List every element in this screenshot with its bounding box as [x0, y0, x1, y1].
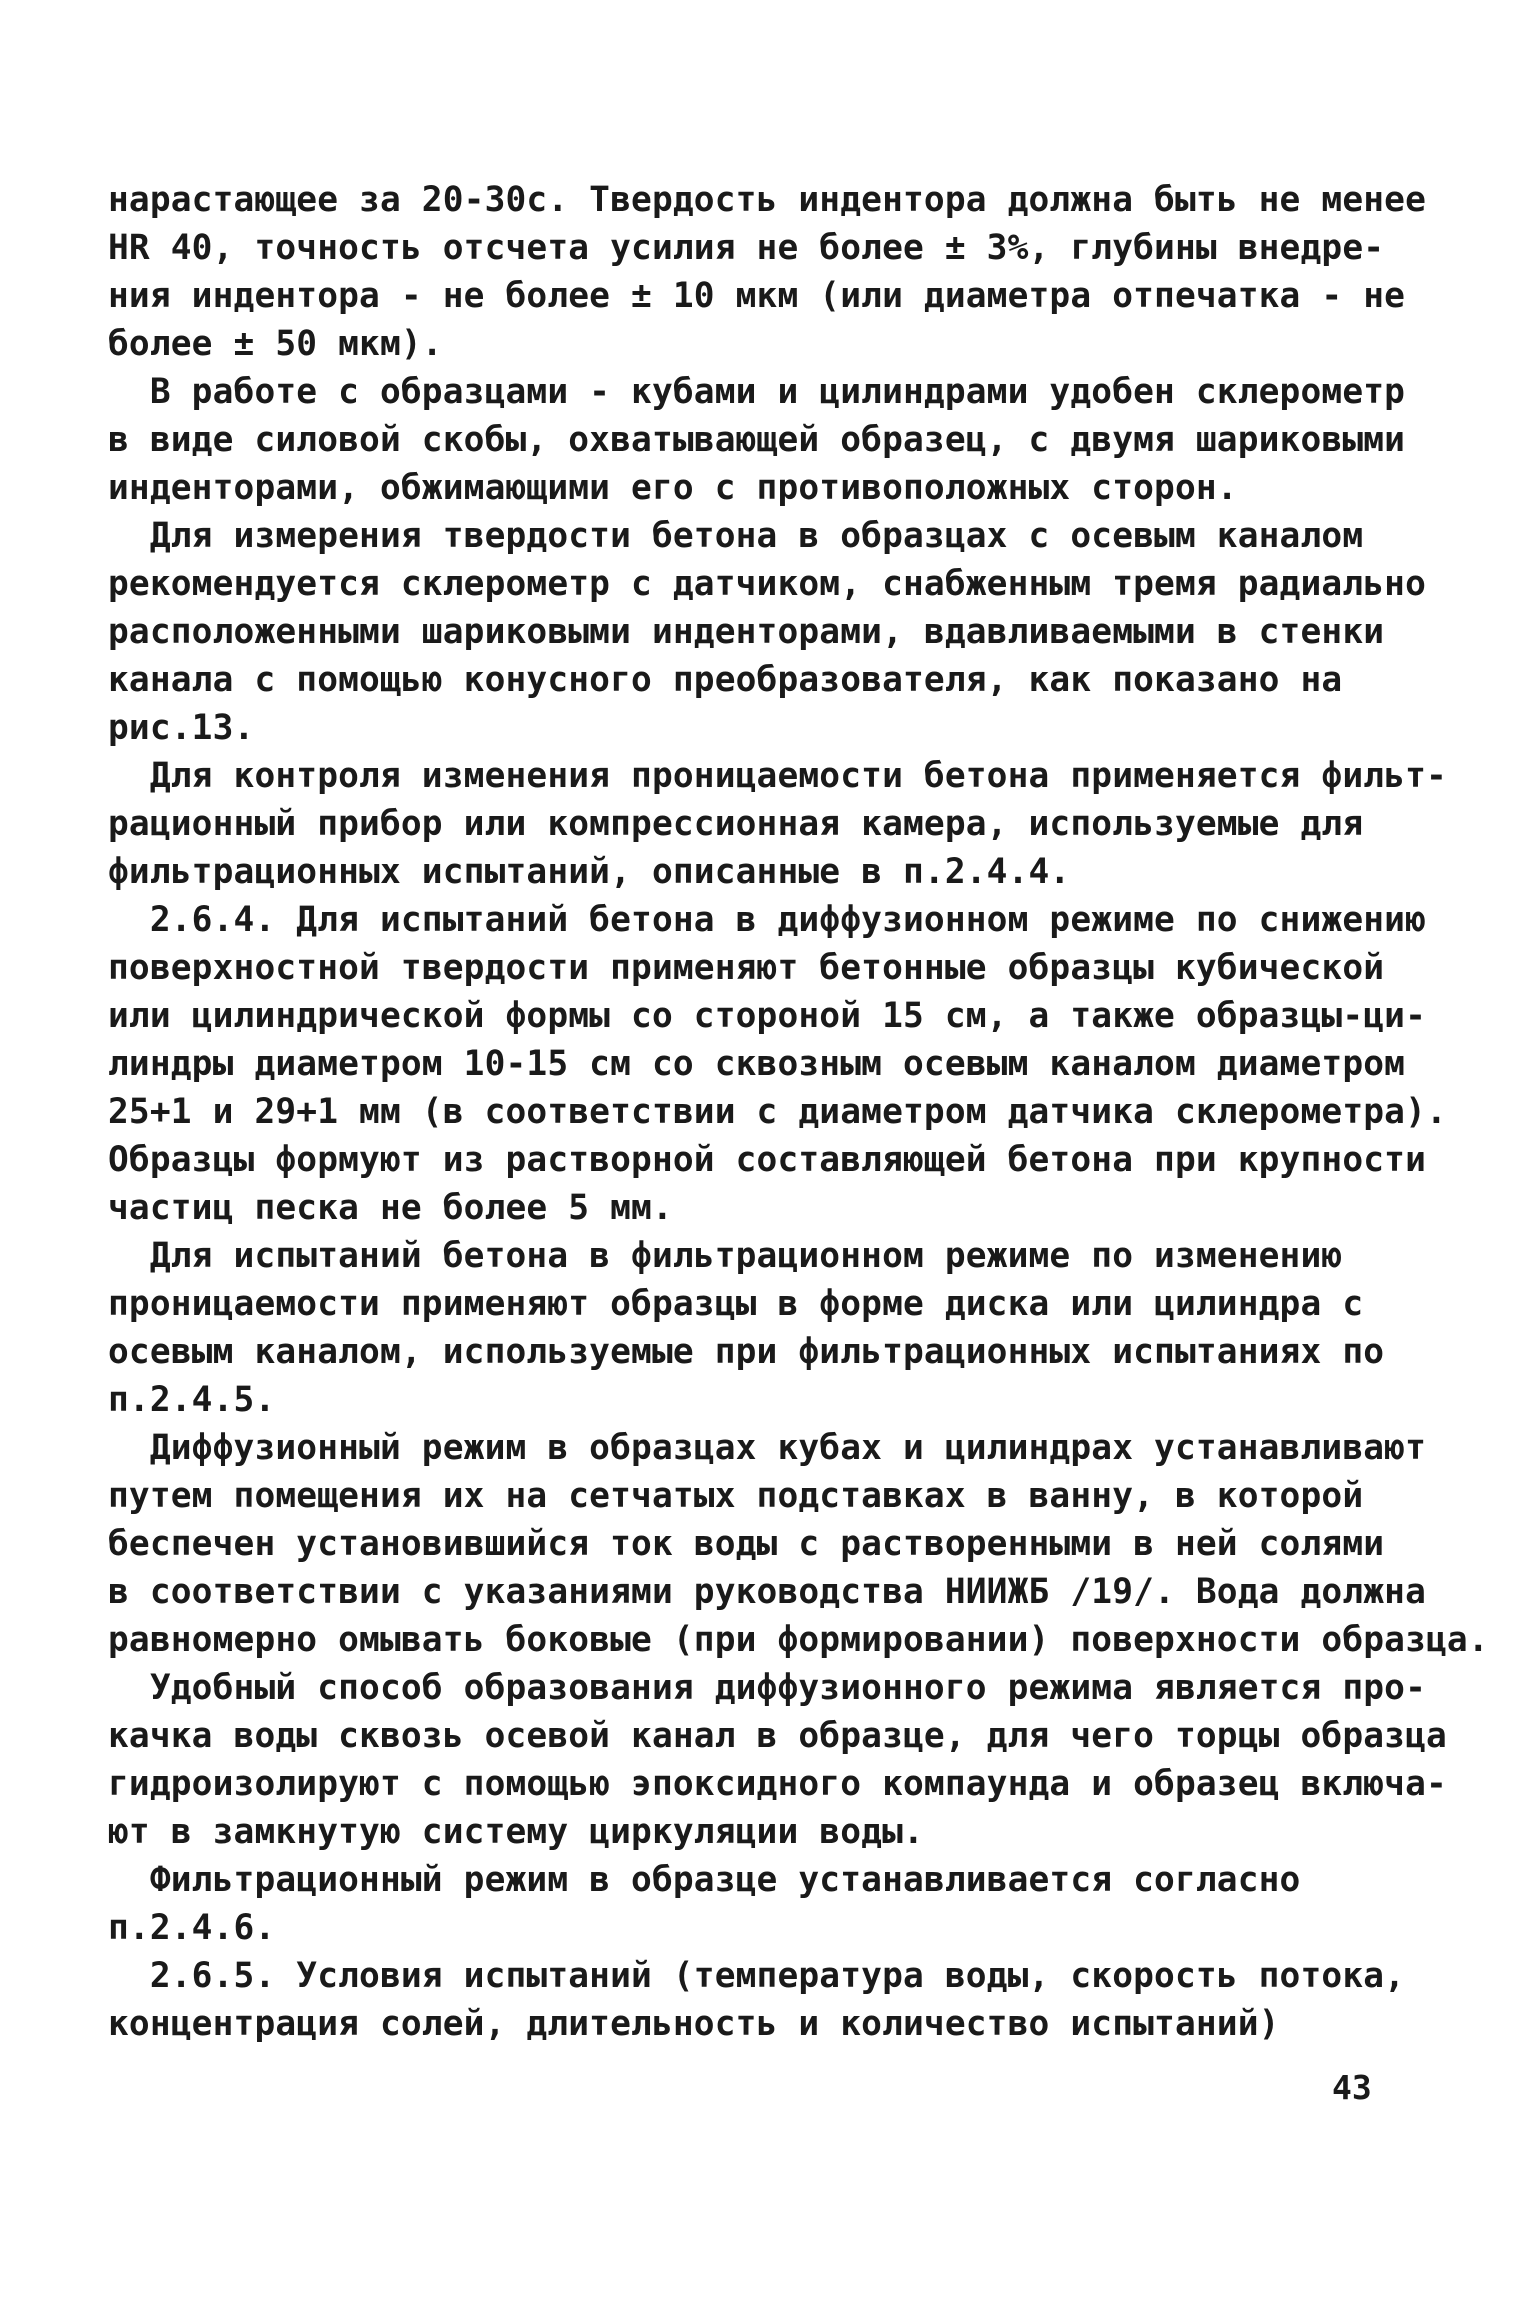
- paragraph-10: [108, 1952, 1428, 2048]
- text-line: путем помещения их на сетчатых подставках в ванну, в которой: [108, 1476, 1364, 1516]
- text-line: п.2.4.5.: [108, 1380, 276, 1420]
- text-line: Для измерения твердости бетона в образцах с осевым каналом: [108, 516, 1364, 556]
- text-line: Для испытаний бетона в фильтрационном режиме по изменению: [108, 1236, 1343, 1276]
- paragraph-2: [108, 368, 1428, 512]
- text-line: проницаемости применяют образцы в форме диска или цилиндра с: [108, 1284, 1364, 1324]
- paragraph-9: [108, 1856, 1428, 1952]
- text-line: концентрация солей, длительность и количество испытаний): [108, 2004, 1280, 2044]
- text-line: в соответствии с указаниями руководства НИИЖБ /19/. Вода должна: [108, 1572, 1427, 1612]
- text-line: п.2.4.6.: [108, 1908, 276, 1948]
- text-line: расположенными шариковыми инденторами, вдавливаемыми в стенки: [108, 612, 1385, 652]
- text-line: более ± 50 мкм).: [108, 324, 443, 364]
- text-line: нарастающее за 20-30с. Твердость индентора должна быть не менее: [108, 180, 1427, 220]
- text-line: фильтрационных испытаний, описанные в п.2.4.4.: [108, 852, 1071, 892]
- paragraph-3: [108, 512, 1428, 752]
- text-line: гидроизолируют с помощью эпоксидного компаунда и образец включа-: [108, 1764, 1447, 1804]
- text-line: качка воды сквозь осевой канал в образце, для чего торцы образца: [108, 1716, 1447, 1756]
- text-line: 2.6.4. Для испытаний бетона в диффузионном режиме по снижению: [108, 900, 1427, 940]
- text-line: Удобный способ образования диффузионного режима является про-: [108, 1668, 1427, 1708]
- text-line: равномерно омывать боковые (при формировании) поверхности образца.: [108, 1620, 1489, 1660]
- text-line: беспечен установившийся ток воды с растворенными в ней солями: [108, 1524, 1385, 1564]
- text-line: линдры диаметром 10-15 см со сквозным осевым каналом диаметром: [108, 1044, 1406, 1084]
- text-line: рис.13.: [108, 708, 255, 748]
- text-line: или цилиндрической формы со стороной 15 см, а также образцы-ци-: [108, 996, 1427, 1036]
- text-line: поверхностной твердости применяют бетонные образцы кубической: [108, 948, 1385, 988]
- text-line: рационный прибор или компрессионная камера, используемые для: [108, 804, 1364, 844]
- paragraph-1: [108, 176, 1428, 368]
- text-line: 2.6.5. Условия испытаний (температура воды, скорость потока,: [108, 1956, 1406, 1996]
- text-line: 25+1 и 29+1 мм (в соответствии с диаметром датчика склерометра).: [108, 1092, 1447, 1132]
- text-line: ют в замкнутую систему циркуляции воды.: [108, 1812, 924, 1852]
- paragraph-5: [108, 896, 1447, 1232]
- text-line: канала с помощью конусного преобразователя, как показано на: [108, 660, 1343, 700]
- text-line: Образцы формуют из растворной составляющей бетона при крупности: [108, 1140, 1427, 1180]
- text-line: Для контроля изменения проницаемости бетона применяется фильт-: [108, 756, 1447, 796]
- text-line: инденторами, обжимающими его с противоположных сторон.: [108, 468, 1238, 508]
- text-line: в виде силовой скобы, охватывающей образец, с двумя шариковыми: [108, 420, 1406, 460]
- paragraph-8: [108, 1664, 1447, 1856]
- text-line: HR 40, точность отсчета усилия не более ± 3%, глубины внедре-: [108, 228, 1385, 268]
- text-line: Фильтрационный режим в образце устанавливается согласно: [108, 1860, 1301, 1900]
- text-line: частиц песка не более 5 мм.: [108, 1188, 673, 1228]
- paragraph-6: [108, 1232, 1428, 1424]
- text-line: рекомендуется склерометр с датчиком, снабженным тремя радиально: [108, 564, 1427, 604]
- paragraph-7: [108, 1424, 1489, 1664]
- paragraph-4: [108, 752, 1447, 896]
- page-number: 43: [1332, 2068, 1372, 2107]
- document-body: [108, 176, 1489, 2048]
- text-line: осевым каналом, используемые при фильтрационных испытаниях по: [108, 1332, 1385, 1372]
- text-line: В работе с образцами - кубами и цилиндрами удобен склерометр: [108, 372, 1406, 412]
- text-line: ния индентора - не более ± 10 мкм (или диаметра отпечатка - не: [108, 276, 1406, 316]
- text-line: Диффузионный режим в образцах кубах и цилиндрах устанавливают: [108, 1428, 1427, 1468]
